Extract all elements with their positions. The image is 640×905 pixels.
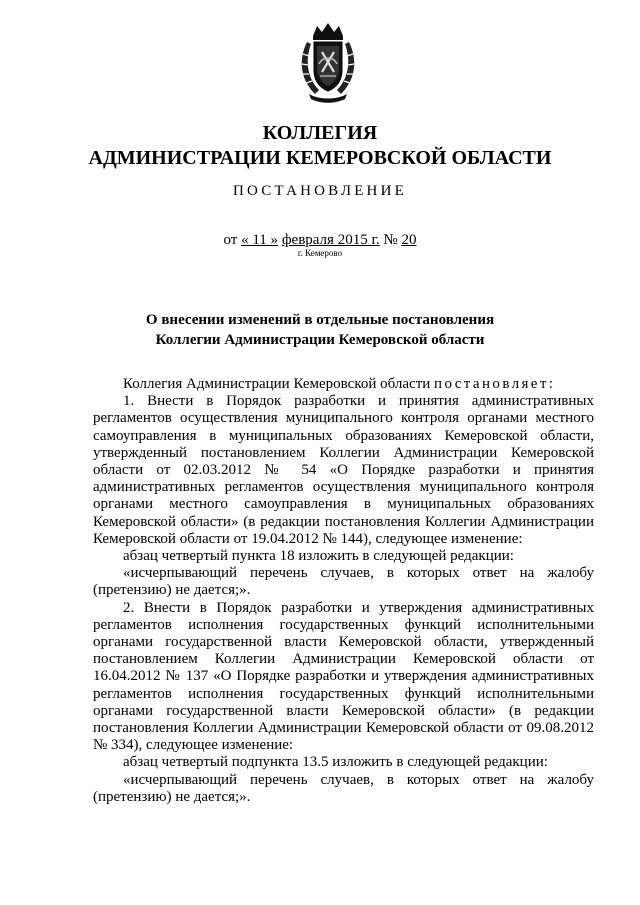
paragraph-1: 1. Внести в Порядок разработки и принятия административных регламентов осуществления муниципального контроля органами местного самоуправления в муниципальных образованиях Кемеровской области, утвержденный постановлением Коллегии Администрации Кемеровской области от 02.03.2012 № 54 «О Порядке разработки и принятия административных регламентов осуществления муниципального контроля органами местного самоуправления в муниципальных образованиях Кемеровской области» (в редакции постановления Коллегии Администрации Кемеровской области от 19.04.2012 № 144), следующее изменение: [93,393,594,547]
document-number: 20 [401,232,417,248]
date-day: « 11 » [241,232,279,248]
document-subject [90,310,550,350]
subject-line-1: О внесении изменений в отдельные постановления [145,312,495,328]
header-administration: АДМИНИСТРАЦИИ КЕМЕРОВСКОЙ ОБЛАСТИ [88,147,552,169]
header-collegium: КОЛЛЕГИЯ [262,122,378,144]
intro-resolves: постановляет: [434,376,556,392]
city-label: г. Кемерово [297,248,343,258]
paragraph-2-quote: «исчерпывающий перечень случаев, в которых ответ на жалобу (претензию) не дается;». [93,771,594,805]
paragraph-1-instruction: абзац четвертый пункта 18 изложить в следующей редакции: [123,548,514,565]
date-prefix: от [223,232,238,248]
paragraph-2: 2. Внести в Порядок разработки и утверждения административных регламентов исполнения государственных функций исполнительными органами государственной власти Кемеровской области, утвержденный постановлением Коллегии Администрации Кемеровской области от 16.04.2012 № 137 «О Порядке разработки и утверждения административных регламентов исполнения государственных функций исполнительными органами государственной власти Кемеровской области» (в редакции постановления Коллегии Администрации Кемеровской области от 09.08.2012 № 334), следующее изменение: [93,599,594,754]
date-number-line [0,231,640,249]
intro-text: Коллегия Администрации Кемеровской области [123,376,431,392]
coat-of-arms-emblem [295,20,361,104]
document-type: ПОСТАНОВЛЕНИЕ [233,183,407,199]
number-sign: № [383,232,398,248]
date-month-year: февраля 2015 г. [281,232,380,248]
paragraph-1-quote: «исчерпывающий перечень случаев, в которых ответ на жалобу (претензию) не дается;». [93,565,594,599]
intro-paragraph [93,376,594,393]
document-body [93,376,594,806]
paragraph-2-instruction: абзац четвертый подпункта 13.5 изложить в следующей редакции: [123,754,548,771]
subject-line-2: Коллегии Администрации Кемеровской области [155,332,485,348]
